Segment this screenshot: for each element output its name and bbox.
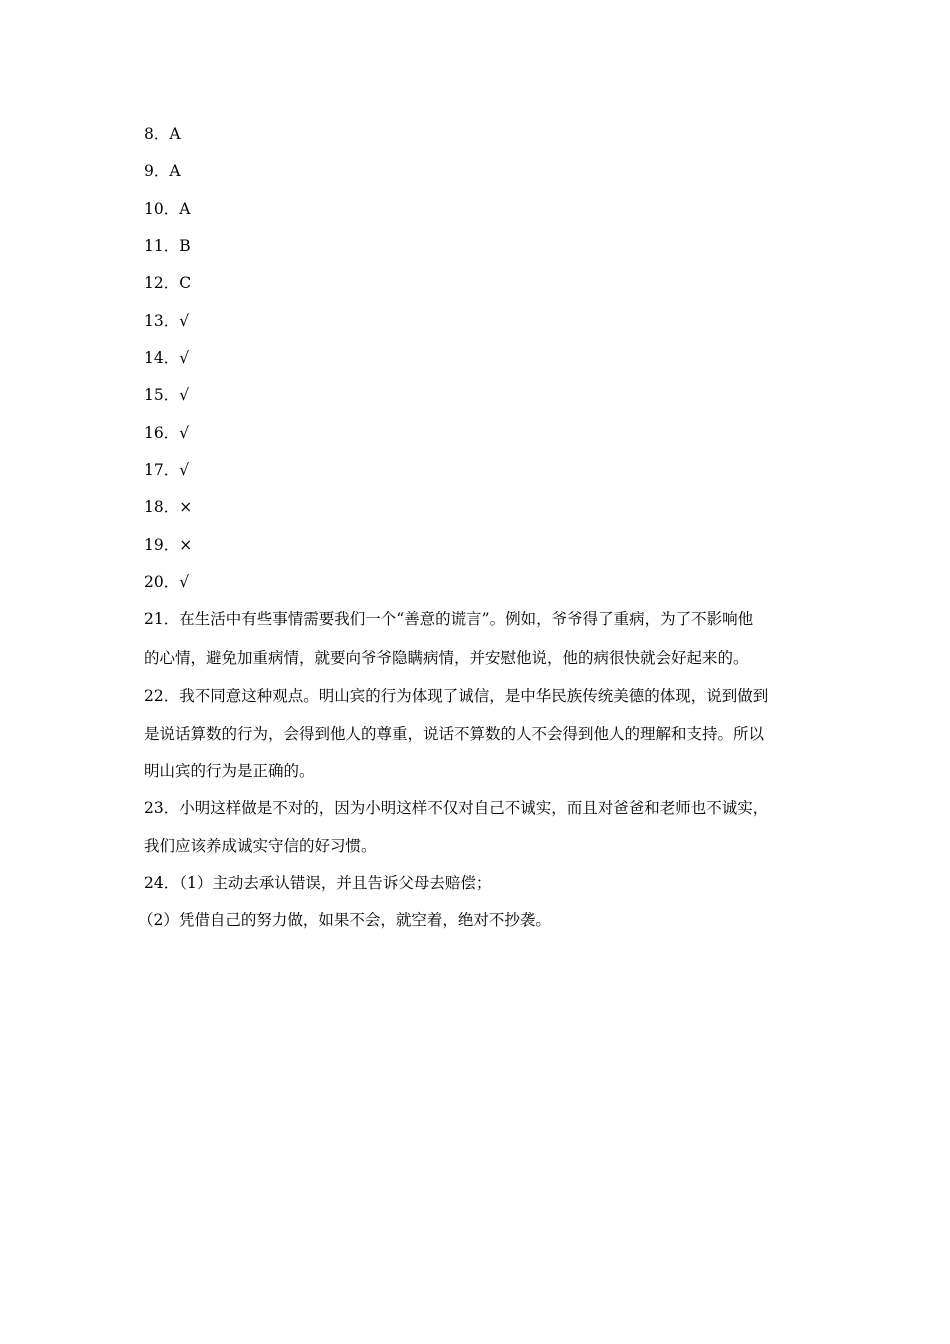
answer-18: 18．× [144, 498, 193, 516]
answer-16: 16．√ [144, 424, 190, 442]
answer-13: 13．√ [144, 312, 190, 330]
answer-14: 14．√ [144, 349, 190, 367]
answer-17: 17．√ [144, 461, 190, 479]
answer-23-line-2: 我们应该养成诚实守信的好习惯。 [144, 837, 377, 855]
answer-8: 8．A [144, 125, 181, 143]
answer-24-part-1: 24．（1）主动去承认错误，并且告诉父母去赔偿； [144, 874, 492, 892]
answer-22-line-3: 明山宾的行为是正确的。 [144, 762, 315, 780]
answer-23-line-1: 23．小明这样做是不对的，因为小明这样不仅对自己不诚实，而且对爸爸和老师也不诚实， [144, 799, 769, 817]
answer-20: 20．√ [144, 573, 190, 591]
answer-21-line-2: 的心情，避免加重病情，就要向爷爷隐瞒病情，并安慰他说，他的病很快就会好起来的。 [144, 649, 749, 667]
answer-9: 9．A [144, 162, 181, 180]
answer-21-line-1: 21．在生活中有些事情需要我们一个“善意的谎言”。例如，爷爷得了重病，为了不影响他 [144, 610, 754, 628]
answer-22-line-2: 是说话算数的行为，会得到他人的尊重，说话不算数的人不会得到他人的理解和支持。所以 [144, 725, 765, 743]
answer-24-part-2: （2）凭借自己的努力做，如果不会，就空着，绝对不抄袭。 [138, 911, 551, 929]
answer-12: 12．C [144, 274, 192, 292]
answer-11: 11．B [144, 237, 191, 255]
answer-19: 19．× [144, 536, 193, 554]
answer-15: 15．√ [144, 386, 190, 404]
answer-22-line-1: 22．我不同意这种观点。明山宾的行为体现了诚信，是中华民族传统美德的体现，说到做到 [144, 687, 769, 705]
answer-10: 10．A [144, 200, 191, 218]
